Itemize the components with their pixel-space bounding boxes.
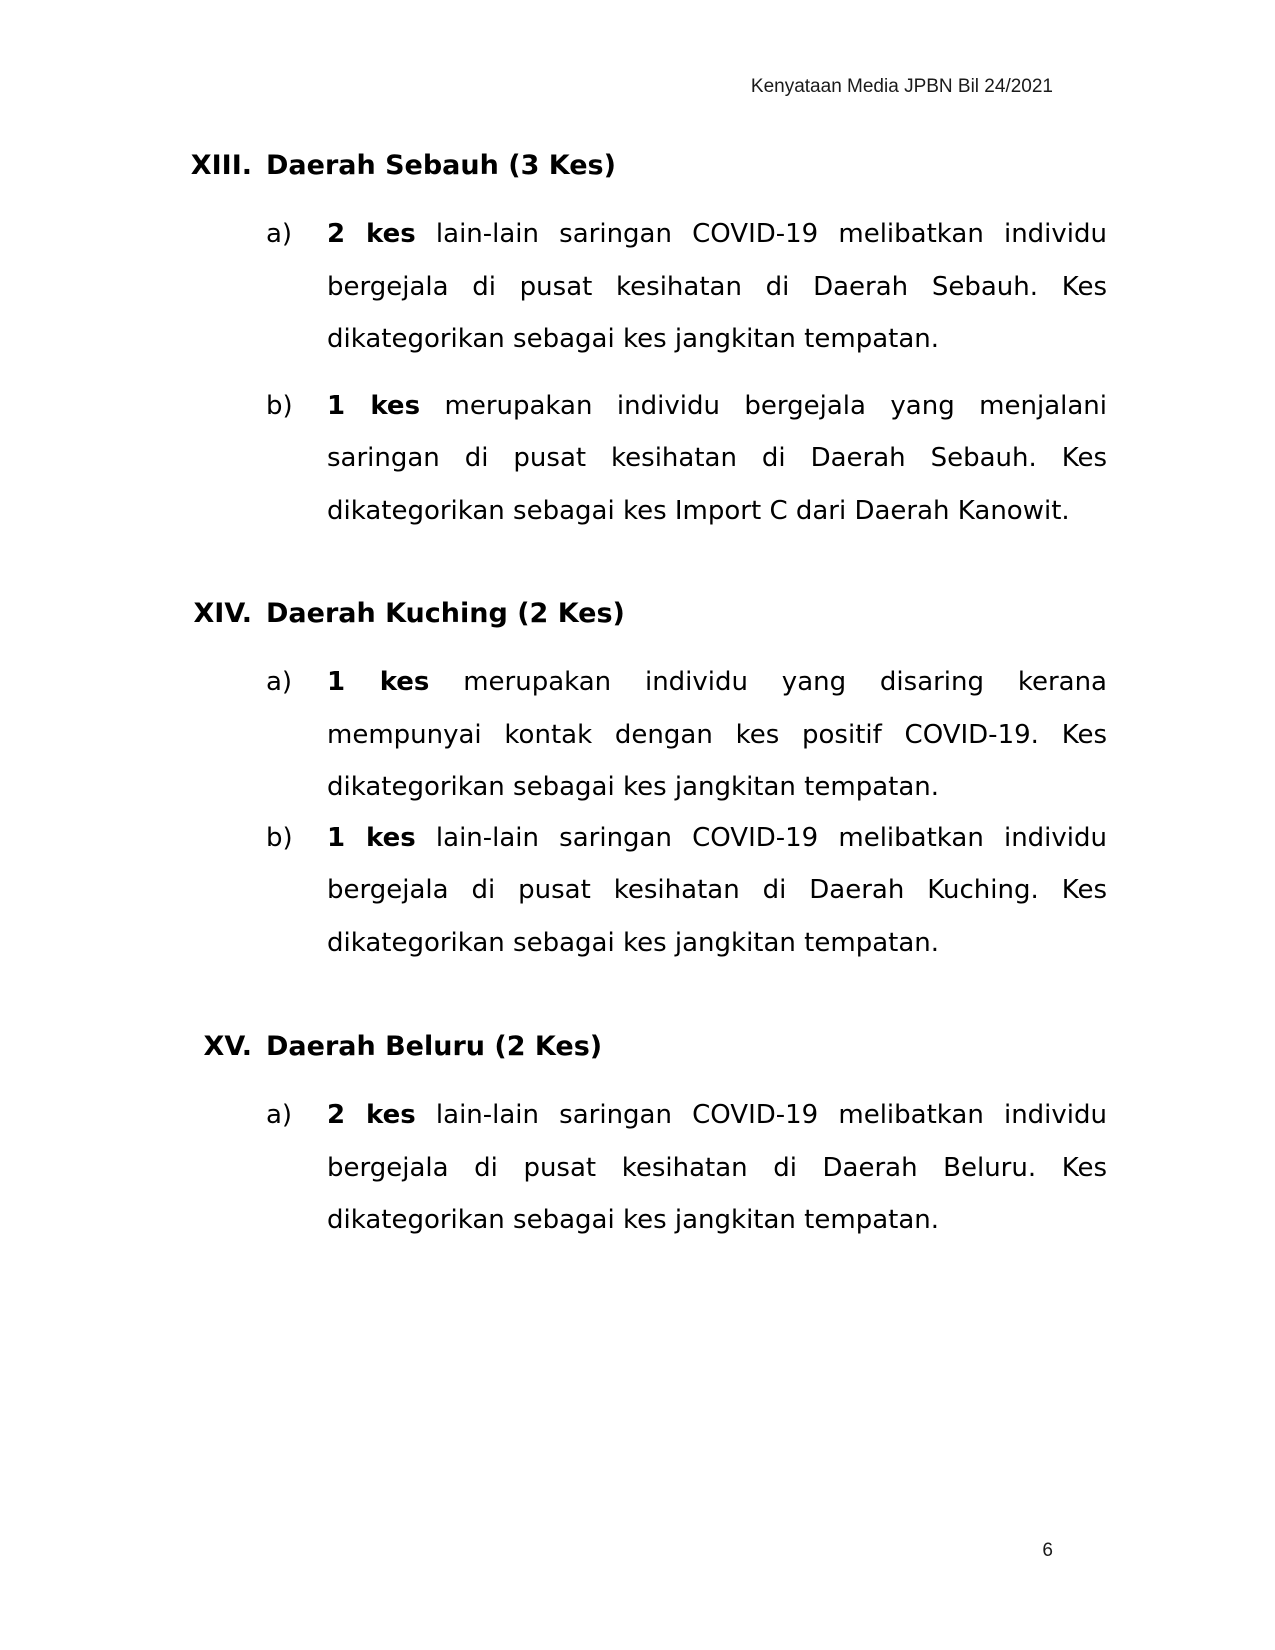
case-count: 1 kes [327, 822, 416, 853]
case-count: 2 kes [327, 219, 416, 249]
item-text [327, 380, 1107, 538]
section-numeral: XIV. [193, 598, 252, 629]
item-marker: a) [266, 667, 293, 697]
list-item [0, 812, 1275, 970]
item-text [327, 1089, 1107, 1247]
item-marker: b) [266, 822, 293, 853]
item-description: lain-lain saringan COVID-19 melibatkan individu bergejala di pusat kesihatan di Daerah Kuching. Kes dikategorikan sebagai kes jangkitan tempatan. [327, 822, 1107, 958]
list-item [0, 208, 1275, 366]
section-beluru [0, 1027, 1275, 1247]
list-item [0, 656, 1275, 814]
item-description: lain-lain saringan COVID-19 melibatkan individu bergejala di pusat kesihatan di Daerah Sebauh. Kes dikategorikan sebagai kes jangkitan tempatan. [327, 219, 1107, 354]
case-count: 1 kes [327, 667, 430, 697]
section-heading [0, 594, 1275, 634]
section-numeral: XV. [203, 1031, 252, 1062]
section-numeral: XIII. [190, 150, 252, 181]
item-description: merupakan individu bergejala yang menjalani saringan di pusat kesihatan di Daerah Sebauh. Kes dikategorikan sebagai kes Import C dari Daerah Kanowit. [327, 390, 1107, 526]
item-description: lain-lain saringan COVID-19 melibatkan individu bergejala di pusat kesihatan di Daerah Beluru. Kes dikategorikan sebagai kes jangkitan tempatan. [327, 1100, 1107, 1235]
page-header: Kenyataan Media JPBN Bil 24/2021 [750, 76, 1053, 97]
section-heading [0, 1027, 1275, 1067]
item-marker: a) [266, 1100, 293, 1130]
section-title: Daerah Sebauh (3 Kes) [266, 150, 616, 181]
section-title: Daerah Beluru (2 Kes) [266, 1031, 603, 1062]
item-marker: a) [266, 219, 293, 249]
page-number: 6 [1042, 1540, 1053, 1561]
case-count: 2 kes [327, 1100, 416, 1130]
item-text [327, 208, 1107, 366]
list-item [0, 1089, 1275, 1247]
list-item [0, 380, 1275, 538]
section-title: Daerah Kuching (2 Kes) [266, 598, 625, 629]
item-description: merupakan individu yang disaring kerana mempunyai kontak dengan kes positif COVID-19. Kes dikategorikan sebagai kes jangkitan tempatan. [327, 667, 1107, 802]
section-sebauh [0, 146, 1275, 537]
case-count: 1 kes [327, 390, 421, 421]
item-text [327, 812, 1107, 970]
section-heading [0, 146, 1275, 186]
section-kuching [0, 594, 1275, 969]
item-marker: b) [266, 390, 293, 421]
item-text [327, 656, 1107, 814]
